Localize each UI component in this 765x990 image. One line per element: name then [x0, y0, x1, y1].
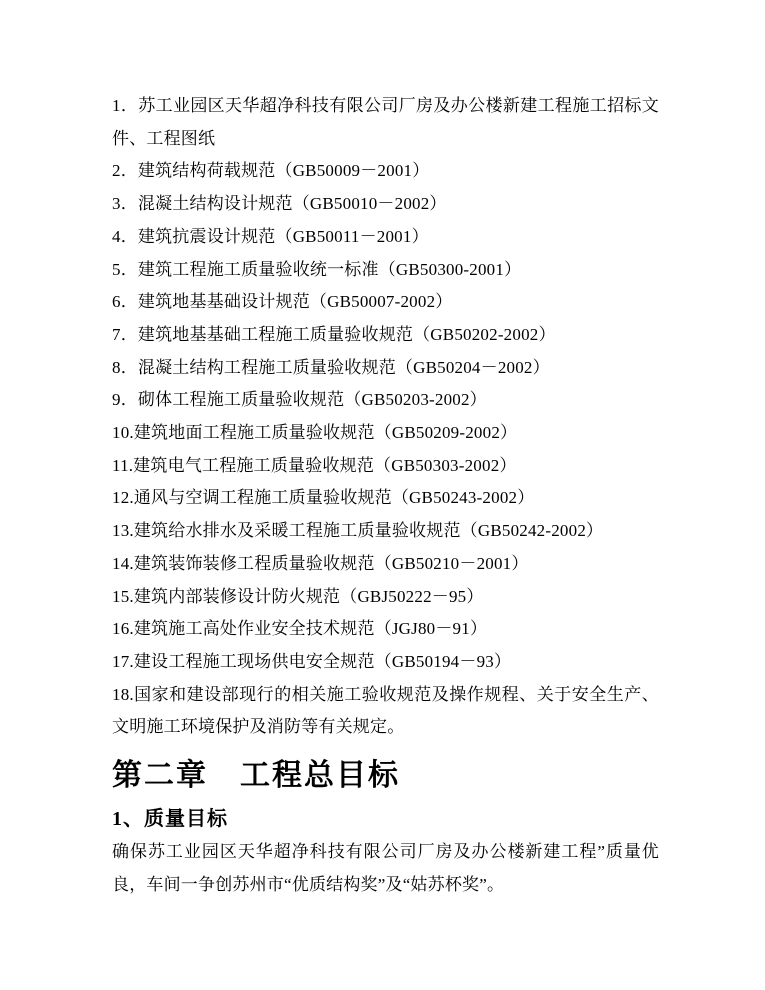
- list-item: 12.通风与空调工程施工质量验收规范（GB50243-2002）: [112, 488, 535, 508]
- list-item: 17.建设工程施工现场供电安全规范（GB50194－93）: [112, 651, 512, 671]
- list-item: 3．混凝土结构设计规范（GB50010－2002）: [112, 194, 447, 214]
- list-item: 4．建筑抗震设计规范（GB50011－2001）: [112, 226, 429, 246]
- list-item: 10.建筑地面工程施工质量验收规范（GB50209-2002）: [112, 423, 518, 443]
- list-item: 14.建筑装饰装修工程质量验收规范（GB50210－2001）: [112, 553, 529, 573]
- list-item: 16.建筑施工高处作业安全技术规范（JGJ80－91）: [112, 619, 488, 639]
- list-item: 2．建筑结构荷载规范（GB50009－2001）: [112, 161, 430, 181]
- list-item: 15.建筑内部装修设计防火规范（GBJ50222－95）: [112, 586, 484, 606]
- body-paragraph: 确保苏工业园区天华超净科技有限公司厂房及办公楼新建工程”质量优良，车间一争创苏州市“优质结构奖”及“姑苏杯奖”。: [112, 842, 659, 894]
- list-item: 5．建筑工程施工质量验收统一标准（GB50300-2001）: [112, 259, 522, 279]
- section-heading: 1、质量目标: [112, 808, 228, 831]
- list-item: 11.建筑电气工程施工质量验收规范（GB50303-2002）: [112, 455, 517, 475]
- list-item: 18.国家和建设部现行的相关施工验收规范及操作规程、关于安全生产、文明施工环境保护及消防等有关规定。: [112, 684, 659, 737]
- list-item: 1．苏工业园区天华超净科技有限公司厂房及办公楼新建工程施工招标文件、工程图纸: [112, 96, 659, 148]
- list-item: 8．混凝土结构工程施工质量验收规范（GB50204－2002）: [112, 357, 550, 377]
- chapter-heading: 第二章 工程总目标: [112, 759, 400, 793]
- list-item: 7．建筑地基基础工程施工质量验收规范（GB50202-2002）: [112, 324, 556, 344]
- list-item: 13.建筑给水排水及采暖工程施工质量验收规范（GB50242-2002）: [112, 521, 604, 541]
- list-item: 6．建筑地基基础设计规范（GB50007-2002）: [112, 292, 453, 312]
- document-content: [112, 90, 659, 901]
- list-item: 9．砌体工程施工质量验收规范（GB50203-2002）: [112, 390, 487, 410]
